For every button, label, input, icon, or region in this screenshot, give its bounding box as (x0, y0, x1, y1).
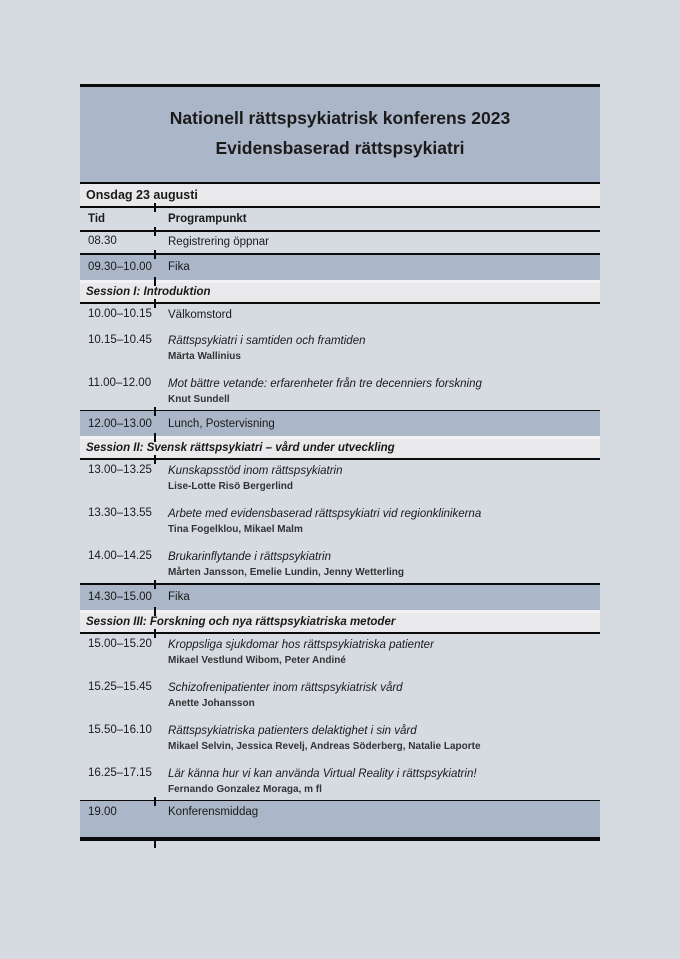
speakers: Fernando Gonzalez Moraga, m fl (168, 783, 322, 795)
program-title: Kunskapsstöd inom rättspsykiatrin (168, 465, 343, 477)
speakers: Knut Sundell (168, 393, 230, 405)
break-row (80, 255, 600, 280)
time-cell: 14.00–14.25 (88, 550, 152, 562)
speakers: Tina Fogelklou, Mikael Malm (168, 524, 303, 535)
break-label: Lunch, Postervisning (168, 417, 275, 430)
time-cell: 10.15–10.45 (88, 333, 152, 346)
program-title: Brukarinflytande i rättspsykiatrin (168, 551, 331, 563)
program-item-row (80, 460, 600, 503)
program-cell (155, 464, 600, 503)
time-cell: 11.00–12.00 (88, 376, 152, 389)
horizontal-rule (80, 302, 600, 304)
program-item-row (80, 763, 600, 800)
program-item-row (80, 330, 600, 373)
break-label: Konferensmiddag (168, 806, 259, 818)
time-cell: 15.00–15.20 (88, 637, 152, 650)
conference-title: Nationell rättspsykiatrisk konferens 2023 (169, 108, 511, 128)
program-item-row (80, 304, 600, 330)
horizontal-rule (80, 583, 600, 585)
horizontal-rule (80, 458, 600, 460)
program-item-row (80, 232, 600, 253)
column-header-time: Tid (88, 213, 106, 225)
speakers: Märta Wallinius (168, 350, 241, 362)
conference-subtitle: Evidensbaserad rättspsykiatri (215, 138, 465, 158)
program-title: Rättspsykiatriska patienters delaktighet i sin vård (168, 724, 417, 737)
program-title: Mot bättre vetande: erfarenheter från tre decenniers forskning (168, 377, 482, 390)
row-gap (80, 280, 600, 283)
speakers: Mårten Jansson, Emelie Lundin, Jenny Wetterling (168, 567, 404, 578)
time-cell: 15.50–16.10 (88, 723, 152, 736)
session-header-row: Session I: Introduktion (80, 283, 600, 302)
program-cell (155, 767, 600, 800)
speakers: Anette Johansson (168, 697, 255, 709)
program-cell (155, 681, 600, 720)
break-label: Fika (168, 261, 190, 273)
table-top-border (80, 84, 600, 87)
horizontal-rule (80, 253, 600, 255)
program-cell (155, 507, 600, 546)
time-cell: 16.25–17.15 (88, 766, 152, 779)
program-item-row (80, 373, 600, 410)
conference-schedule-table (80, 84, 600, 850)
time-cell: 08.30 (88, 235, 117, 247)
program-item-row (80, 546, 600, 583)
program-title: Arbete med evidensbaserad rättspsykiatri vid regionklinikerna (168, 508, 482, 520)
program-cell (155, 334, 600, 373)
program-title: Registrering öppnar (168, 236, 270, 248)
break-row (80, 585, 600, 610)
time-cell: 15.25–15.45 (88, 680, 152, 693)
break-row (80, 801, 600, 837)
time-cell: 10.00–10.15 (88, 307, 152, 320)
horizontal-rule (80, 206, 600, 208)
horizontal-rule (80, 800, 600, 802)
column-divider-tick (80, 841, 600, 850)
program-cell (155, 550, 600, 583)
speakers: Lise-Lotte Risö Bergerlind (168, 481, 294, 492)
column-header-row (80, 208, 600, 230)
time-cell: 14.30–15.00 (88, 591, 152, 603)
day-header: Onsdag 23 augusti (80, 184, 600, 206)
session-header-row: Session III: Forskning och nya rättspsykiatriska metoder (80, 613, 600, 632)
break-label: Fika (168, 591, 190, 603)
row-gap (80, 436, 600, 439)
program-cell (155, 308, 600, 330)
horizontal-rule (80, 410, 600, 412)
horizontal-rule (80, 182, 600, 184)
program-item-row (80, 677, 600, 720)
program-title: Schizofrenipatienter inom rättspsykiatrisk vård (168, 681, 403, 694)
time-cell: 19.00 (88, 806, 117, 818)
horizontal-rule (80, 230, 600, 232)
program-title: Rättspsykiatri i samtiden och framtiden (168, 334, 366, 347)
program-cell (155, 638, 600, 677)
horizontal-rule (80, 632, 600, 634)
program-cell (155, 724, 600, 763)
column-header-program: Programpunkt (168, 213, 247, 225)
speakers: Mikael Selvin, Jessica Revelj, Andreas Söderberg, Natalie Laporte (168, 740, 481, 752)
time-cell: 12.00–13.00 (88, 417, 152, 430)
conference-title-banner (80, 87, 600, 182)
program-title: Kroppsliga sjukdomar hos rättspsykiatriska patienter (168, 638, 434, 651)
program-cell (155, 377, 600, 410)
program-item-row (80, 503, 600, 546)
program-title: Välkomstord (168, 308, 232, 321)
time-cell: 09.30–10.00 (88, 261, 152, 273)
program-item-row (80, 634, 600, 677)
break-row (80, 411, 600, 436)
speakers: Mikael Vestlund Wibom, Peter Andiné (168, 654, 346, 666)
program-title: Lär känna hur vi kan använda Virtual Reality i rättspsykiatrin! (168, 767, 477, 780)
time-cell: 13.30–13.55 (88, 507, 152, 519)
program-item-row (80, 720, 600, 763)
program-cell (155, 235, 600, 253)
time-cell: 13.00–13.25 (88, 464, 152, 476)
session-header-row: Session II: Svensk rättspsykiatri – vård under utveckling (80, 439, 600, 458)
row-gap (80, 610, 600, 613)
